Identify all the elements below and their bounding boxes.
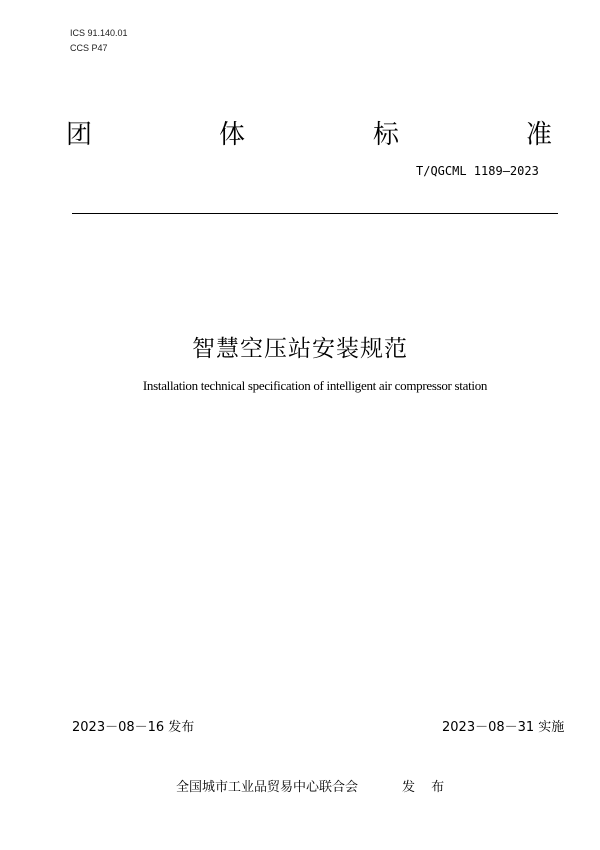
- standard-code: T/QGCML 1189—2023: [416, 164, 539, 178]
- title-cn: 智慧空压站安装规范: [192, 336, 408, 362]
- issue-date: 2023－08－16 发布: [72, 720, 195, 735]
- category-char: 团: [66, 120, 93, 150]
- implement-date: 2023－08－31 实施: [442, 720, 565, 735]
- category-char: 体: [219, 120, 246, 150]
- category-char: 准: [526, 120, 553, 150]
- publish-label: 发 布: [402, 780, 451, 795]
- publisher: 全国城市工业品贸易中心联合会: [176, 780, 359, 795]
- ics-code: ICS 91.140.01: [70, 28, 128, 38]
- divider: [72, 213, 558, 214]
- title-en: Installation technical specification of intelligent air compressor station: [142, 378, 488, 393]
- category-char: 标: [373, 120, 400, 150]
- ccs-code: CCS P47: [70, 43, 108, 53]
